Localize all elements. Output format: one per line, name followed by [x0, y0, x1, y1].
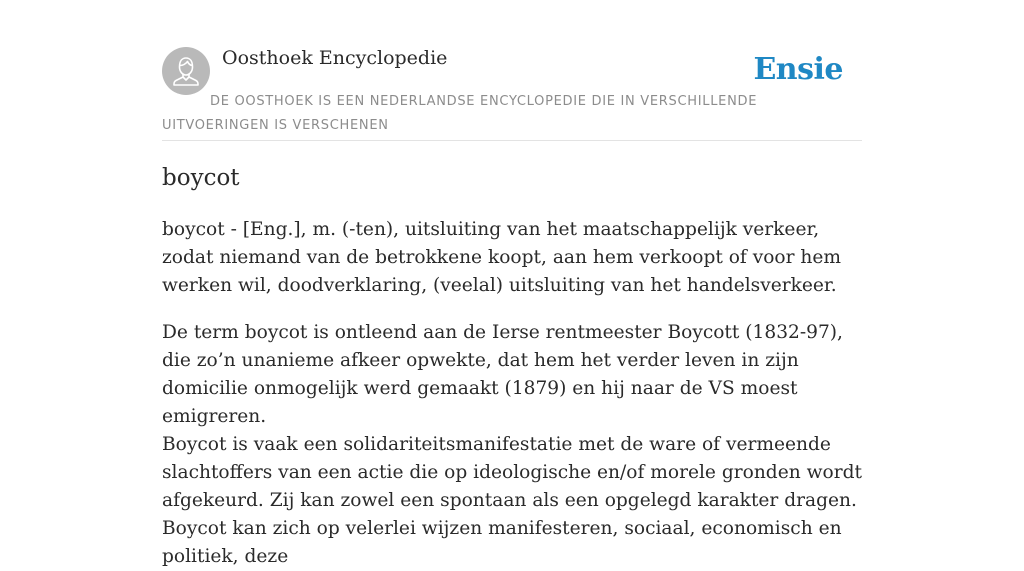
brand-logo[interactable]: Ensie	[753, 52, 843, 87]
site-header	[162, 46, 862, 141]
user-silhouette-icon	[162, 47, 210, 95]
site-tagline: DE OOSTHOEK IS EEN NEDERLANDSE ENCYCLOPEDIE DIE IN VERSCHILLENDE UITVOERINGEN IS VERSCHENEN	[162, 94, 758, 133]
avatar[interactable]	[162, 47, 210, 95]
article-title: boycot	[162, 165, 240, 191]
article	[162, 160, 862, 571]
site-name[interactable]: Oosthoek Encyclopedie	[222, 47, 448, 69]
article-paragraph: De term boycot is ontleend aan de Ierse rentmeester Boycott (1832-97), die zo’n unanieme afkeer opwekte, dat hem het verder leven in zijn domicilie onmogelijk werd gemaakt (1879) en hij naar de VS moest emigreren.	[162, 322, 843, 427]
article-paragraph: Boycot is vaak een solidariteitsmanifestatie met de ware of vermeende slachtoffers van een actie die op ideologische en/of morele gronden wordt afgekeurd. Zij kan zowel een spontaan als een opgelegd karakter dragen. Boycot kan zich op velerlei wijzen manifesteren, sociaal, economisch en politiek, deze	[162, 434, 862, 567]
article-paragraph: boycot - [Eng.], m. (-ten), uitsluiting van het maatschappelijk verkeer, zodat niemand van de betrokkene koopt, aan hem verkoopt of voor hem werken wil, doodverklaring, (veelal) uitsluiting van het handelsverkeer.	[162, 219, 842, 296]
